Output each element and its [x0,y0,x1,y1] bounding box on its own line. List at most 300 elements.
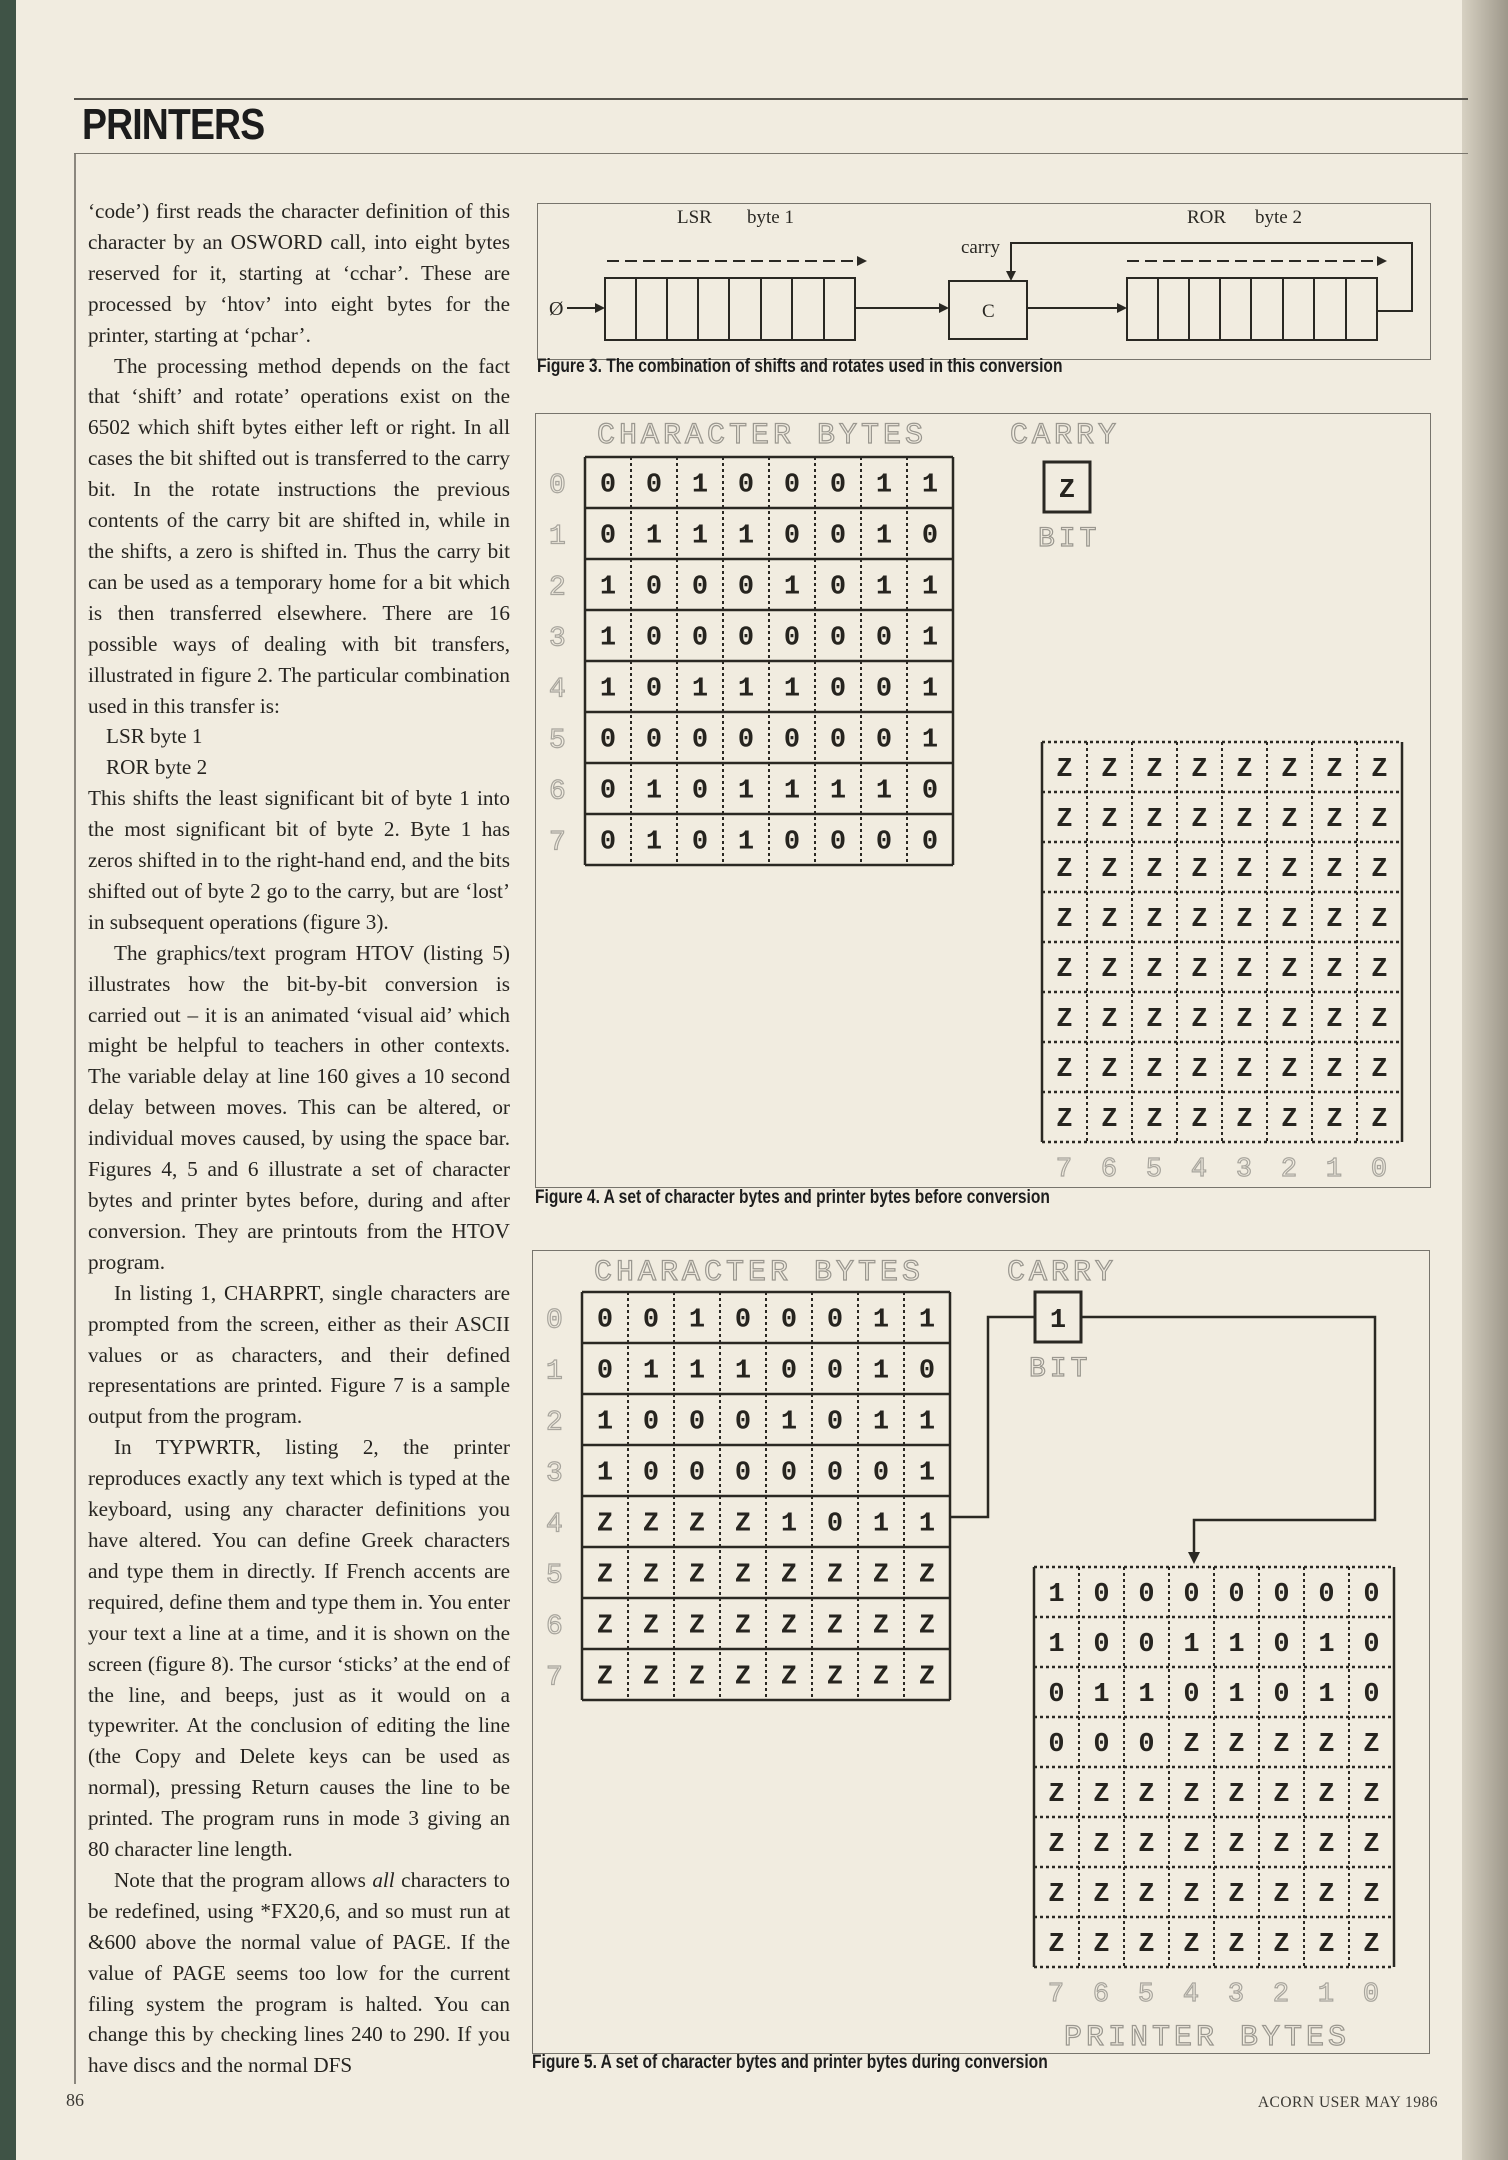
fig5-printer-cell: Z [1318,1830,1335,1860]
fig5-printer-cell: Z [1228,1830,1245,1860]
fig5-printer-cell: Z [1318,1730,1335,1760]
fig5-printer-cell: Z [1228,1930,1245,1960]
fig4-printer-cell: Z [1146,1055,1163,1085]
fig4-carry-title: CARRY [1010,419,1121,453]
fig5-char-cell: Z [688,1662,706,1693]
fig5-col-label: 0 [1362,1980,1380,2010]
fig4-printer-cell: Z [1326,1055,1343,1085]
fig5-char-cell: 1 [918,1458,936,1489]
fig4-row-label: 5 [549,725,566,757]
fig5-char-cell: Z [826,1560,844,1591]
fig4-char-cell: 0 [829,674,847,705]
fig5-row-label: 7 [546,1662,563,1694]
fig5-printer-cell: Z [1138,1880,1155,1910]
fig4-printer-cell: Z [1281,805,1298,835]
fig4-char-cell: 0 [599,827,617,858]
fig5-printer-cell: Z [1048,1830,1065,1860]
fig5-printer-cell: 1 [1228,1680,1245,1710]
fig4-col-label: 1 [1325,1155,1343,1185]
fig5-printer-cell: Z [1183,1780,1200,1810]
fig4-printer-cell: Z [1056,1055,1073,1085]
fig5-char-cell: 1 [872,1509,890,1540]
fig5-printer-cell: 0 [1363,1680,1380,1710]
fig4-char-cell: 0 [737,572,755,603]
fig5-printer-cell: Z [1318,1780,1335,1810]
fig4-bit-label: BIT [1038,524,1101,555]
fig4-char-cell: 0 [737,725,755,756]
fig5-row-label: 6 [546,1611,563,1643]
fig4-row-label: 1 [549,521,566,553]
fig4-char-cell: 0 [691,725,709,756]
fig4-row-label: 2 [549,572,566,604]
figure3-zero-in: Ø [549,298,564,320]
fig5-char-cell: Z [734,1560,752,1591]
fig5-printer-cell: Z [1363,1830,1380,1860]
body-paragraph: ‘code’) first reads the character definition of this character by an OSWORD call, into eight bytes reserved for it, starting at ‘cchar’. These are processed by ‘htov’ into eight bytes for the printer, starting at ‘pchar’. [88,199,510,347]
fig4-char-cell: 0 [599,725,617,756]
fig5-printer-cell: Z [1228,1780,1245,1810]
fig4-char-cell: 1 [691,674,709,705]
figure5-diagram [532,1250,1432,2050]
fig4-char-cell: 0 [875,725,893,756]
fig5-char-cell: 1 [918,1305,936,1336]
fig4-printer-cell: Z [1101,755,1118,785]
fig5-char-cell: Z [734,1509,752,1540]
fig5-printer-title: PRINTER BYTES [1064,2021,1351,2050]
fig5-char-cell: 0 [596,1356,614,1387]
fig5-char-cell: Z [734,1662,752,1693]
fig4-char-cell: 0 [921,521,939,552]
fig4-printer-cell: Z [1146,1005,1163,1035]
fig5-printer-cell: Z [1093,1880,1110,1910]
fig4-char-cell: 1 [783,572,801,603]
fig5-printer-cell: 1 [1048,1630,1065,1660]
fig5-printer-cell: Z [1183,1880,1200,1910]
fig5-printer-cell: 0 [1273,1630,1290,1660]
fig5-char-cell: 0 [826,1509,844,1540]
fig5-printer-cell: Z [1228,1730,1245,1760]
fig4-printer-cell: Z [1281,905,1298,935]
fig5-printer-cell: 1 [1048,1580,1065,1610]
fig4-char-cell: 0 [921,776,939,807]
fig4-char-cell: 1 [875,776,893,807]
fig4-char-cell: 0 [645,623,663,654]
header-rule [74,98,1468,100]
fig4-carry-value: Z [1058,476,1076,506]
fig4-row-label: 7 [549,827,566,859]
page-number: 86 [66,2090,84,2110]
fig5-char-cell: Z [688,1560,706,1591]
fig4-char-cell: 1 [599,572,617,603]
fig4-printer-cell: Z [1371,855,1388,885]
fig5-printer-cell: Z [1228,1880,1245,1910]
fig5-printer-cell: Z [1048,1780,1065,1810]
fig5-printer-cell: 0 [1363,1580,1380,1610]
fig5-col-label: 3 [1227,1980,1245,2010]
fig4-printer-cell: Z [1281,1005,1298,1035]
fig4-char-cell: 1 [599,674,617,705]
fig4-printer-cell: Z [1101,955,1118,985]
fig4-printer-cell: Z [1191,755,1208,785]
fig5-printer-cell: 1 [1093,1680,1110,1710]
fig4-char-cell: 0 [921,827,939,858]
fig4-col-label: 6 [1100,1155,1118,1185]
fig4-char-cell: 0 [829,623,847,654]
fig5-char-cell: Z [918,1560,936,1591]
fig4-col-label: 0 [1370,1155,1388,1185]
fig4-char-cell: 0 [691,776,709,807]
fig5-row-label: 2 [546,1407,563,1439]
fig5-char-cell: Z [826,1611,844,1642]
fig5-printer-cell: 1 [1138,1680,1155,1710]
fig5-char-cell: 0 [780,1305,798,1336]
fig4-printer-cell: Z [1191,1005,1208,1035]
fig4-col-label: 4 [1190,1155,1208,1185]
fig4-printer-cell: Z [1056,905,1073,935]
fig4-printer-cell: Z [1281,755,1298,785]
fig5-char-cell: 0 [826,1305,844,1336]
fig4-char-cell: 0 [783,521,801,552]
fig4-char-cell: 0 [645,674,663,705]
fig5-printer-cell: 0 [1273,1580,1290,1610]
fig5-char-cell: 1 [642,1356,660,1387]
fig5-printer-cell: Z [1363,1880,1380,1910]
fig5-char-cell: 0 [826,1458,844,1489]
fig4-char-cell: 0 [599,521,617,552]
fig5-char-cell: 0 [918,1356,936,1387]
fig4-char-cell: 0 [783,623,801,654]
fig5-printer-cell: Z [1318,1880,1335,1910]
fig4-printer-cell: Z [1236,755,1253,785]
fig5-char-cell: 0 [642,1407,660,1438]
fig5-char-cell: Z [734,1611,752,1642]
figure3-byte1-label: byte 1 [747,207,794,228]
fig5-col-label: 6 [1092,1980,1110,2010]
fig4-printer-cell: Z [1101,1105,1118,1135]
fig4-printer-cell: Z [1056,1105,1073,1135]
fig4-char-cell: 0 [645,572,663,603]
fig4-printer-cell: Z [1326,805,1343,835]
fig4-char-cell: 0 [737,470,755,501]
fig5-char-cell: Z [642,1662,660,1693]
body-paragraph: In listing 1, CHARPRT, single characters are prompted from the screen, either as their ASCII values or as characters, and their defined representations are printed. Figure 7 is a sample output from the program. [88,1280,510,1429]
fig4-char-cell: 1 [921,674,939,705]
fig5-col-label: 7 [1047,1980,1065,2010]
fig4-printer-cell: Z [1191,805,1208,835]
fig5-printer-cell: Z [1093,1930,1110,1960]
fig5-char-cell: 1 [918,1407,936,1438]
fig4-printer-cell: Z [1281,955,1298,985]
fig4-printer-cell: Z [1236,955,1253,985]
fig5-char-cell: 1 [872,1305,890,1336]
fig4-char-cell: 1 [737,521,755,552]
fig5-printer-cell: Z [1273,1730,1290,1760]
fig4-printer-cell: Z [1101,1005,1118,1035]
fig4-char-cell: 0 [875,674,893,705]
fig5-printer-cell: Z [1273,1930,1290,1960]
fig4-printer-cell: Z [1056,855,1073,885]
fig5-char-cell: 0 [780,1356,798,1387]
fig4-printer-cell: Z [1191,1055,1208,1085]
fig5-printer-cell: 0 [1138,1730,1155,1760]
publication-footer: ACORN USER MAY 1986 [1257,2094,1438,2111]
fig4-printer-cell: Z [1281,1055,1298,1085]
body-paragraph: Note that the program allows all characters to be redefined, using *FX20,6, and so must run at &600 above the normal value of PAGE. If the value of PAGE seems too low for the current filing system the program is halted. You can change this by checking lines 240 to 290. If you have discs and the normal DFS [88,1867,510,2078]
figure4-caption: Figure 4. A set of character bytes and printer bytes before conversion [535,1187,1050,1208]
body-paragraph: In TYPWRTR, listing 2, the printer reproduces exactly any text which is typed at the keyboard, using any character definitions you have altered. You can define Greek characters and type them in directly. If French accents are required, define them and type them in. You enter your text a line at a time, and it is shown on the screen (figure 8). The cursor ‘sticks’ at the end of the line, and beeps, just as it would on a typewriter. At the conclusion of editing the line (the Copy and Delete keys can be used as normal), pressing Return causes the line to be printed. The program runs in mode 3 giving an 80 character line length. [88,1435,510,1862]
fig4-printer-cell: Z [1371,905,1388,935]
fig4-printer-cell: Z [1371,805,1388,835]
fig4-printer-cell: Z [1191,955,1208,985]
fig5-char-cell: Z [642,1509,660,1540]
column-rule [74,154,76,2084]
fig5-char-cell: Z [642,1560,660,1591]
fig4-printer-cell: Z [1281,1105,1298,1135]
fig5-printer-cell: Z [1093,1780,1110,1810]
fig4-char-cell: 0 [829,470,847,501]
fig5-printer-cell: 0 [1363,1630,1380,1660]
fig5-col-label: 4 [1182,1980,1200,2010]
fig5-printer-cell: 0 [1093,1730,1110,1760]
fig4-printer-cell: Z [1326,955,1343,985]
body-paragraph: The graphics/text program HTOV (listing 5) illustrates how the bit-by-bit conversion is carried out – it is an animated ‘visual aid’ which might be helpful to teachers in other contexts. The variable delay at line 160 gives a 10 second delay between moves. This can be altered, or individual moves caused, by using the space bar. Figures 4, 5 and 6 illustrate a set of character bytes and printer bytes before, during and after conversion. They are printouts from the HTOV program. [88,940,510,1274]
figure3-caption: Figure 3. The combination of shifts and rotates used in this conversion [537,356,1063,377]
fig5-printer-cell: Z [1138,1930,1155,1960]
fig5-char-cell: Z [918,1611,936,1642]
figure4-diagram [535,413,1435,1193]
body-paragraph: The processing method depends on the fact that ‘shift’ and rotate’ operations exist on the 6502 which shift bytes either left or right. In all cases the bit shifted out is transferred to the carry bit. In the rotate instructions the previous contents of the carry bit are shifted in, while in the shifts, a zero is shifted in. Thus the carry bit can be used as a temporary home for a bit which is then transferred elsewhere. There are 16 possible ways of dealing with bit transfers, illustrated in figure 2. The particular combination used in this transfer is: [88,353,510,718]
fig5-char-cell: 0 [596,1305,614,1336]
fig4-col-label: 2 [1280,1155,1298,1185]
figure3-diagram [537,203,1437,363]
fig4-char-cell: 1 [783,776,801,807]
fig4-col-label: 7 [1055,1155,1073,1185]
header-underline [74,153,1468,154]
fig4-char-cell: 1 [737,674,755,705]
fig5-char-cell: 0 [734,1407,752,1438]
fig5-row-label: 0 [546,1305,563,1337]
fig4-printer-cell: Z [1236,805,1253,835]
fig4-row-label: 6 [549,776,566,808]
fig5-char-cell: 1 [734,1356,752,1387]
fig4-char-cell: 1 [645,521,663,552]
fig5-carry-in-line [950,1317,1035,1517]
fig5-printer-cell: Z [1183,1830,1200,1860]
fig4-char-cell: 1 [691,521,709,552]
fig4-printer-cell: Z [1371,1005,1388,1035]
fig4-printer-cell: Z [1326,855,1343,885]
fig4-char-cell: 1 [645,776,663,807]
fig4-char-cell: 1 [737,776,755,807]
figure3-byte2-label: byte 2 [1255,207,1302,228]
fig5-char-cell: 1 [872,1356,890,1387]
fig5-printer-cell: Z [1138,1780,1155,1810]
fig4-char-cell: 0 [783,725,801,756]
fig5-printer-cell: 1 [1183,1630,1200,1660]
fig4-printer-cell: Z [1371,1055,1388,1085]
fig4-char-cell: 0 [829,827,847,858]
fig4-char-cell: 1 [921,470,939,501]
fig4-char-cell: 1 [875,470,893,501]
fig5-row-label: 4 [546,1509,563,1541]
section-title: PRINTERS [82,100,265,149]
fig4-char-cell: 0 [691,572,709,603]
fig5-char-cell: 0 [872,1458,890,1489]
fig5-char-cell: 0 [642,1458,660,1489]
fig5-printer-cell: Z [1183,1730,1200,1760]
fig4-printer-cell: Z [1371,1105,1388,1135]
fig5-printer-cell: 1 [1318,1680,1335,1710]
fig5-char-cell: 1 [596,1407,614,1438]
fig4-row-label: 4 [549,674,566,706]
fig4-char-cell: 0 [829,521,847,552]
fig4-printer-cell: Z [1281,855,1298,885]
fig5-char-cell: Z [780,1662,798,1693]
fig4-printer-cell: Z [1326,1005,1343,1035]
fig5-char-cell: Z [596,1560,614,1591]
fig5-printer-cell: 0 [1093,1580,1110,1610]
body-paragraph: This shifts the least significant bit of byte 1 into the most significant bit of byte 2. Byte 1 has zeros shifted in to the right-hand end, and the bits shifted out of byte 2 go to the carry, but are ‘lost’ in subsequent operations (figure 3). [88,786,510,934]
fig5-char-cell: 0 [688,1407,706,1438]
fig5-printer-cell: Z [1273,1880,1290,1910]
fig5-char-cell: Z [872,1662,890,1693]
fig4-printer-cell: Z [1236,1055,1253,1085]
fig4-char-cell: 0 [829,725,847,756]
fig5-char-cell: Z [596,1509,614,1540]
fig4-printer-cell: Z [1236,855,1253,885]
fig4-printer-cell: Z [1146,905,1163,935]
fig5-printer-cell: 1 [1228,1630,1245,1660]
fig5-carry-out-line [1081,1317,1375,1560]
fig4-printer-cell: Z [1326,1105,1343,1135]
fig5-char-cell: Z [918,1662,936,1693]
fig4-printer-cell: Z [1326,905,1343,935]
fig5-printer-cell: Z [1273,1830,1290,1860]
fig4-printer-cell: Z [1146,955,1163,985]
fig5-printer-cell: 0 [1183,1580,1200,1610]
fig5-printer-cell: 0 [1318,1580,1335,1610]
figure3-lsr-label: LSR [677,207,712,228]
fig5-char-cell: Z [688,1509,706,1540]
fig4-printer-cell: Z [1191,855,1208,885]
fig5-char-cell: Z [688,1611,706,1642]
fig5-printer-cell: 0 [1093,1630,1110,1660]
fig4-char-cell: 0 [875,827,893,858]
fig4-printer-cell: Z [1056,1005,1073,1035]
fig5-arrow-head [1188,1552,1200,1564]
fig4-printer-cell: Z [1146,755,1163,785]
fig5-char-cell: 1 [688,1356,706,1387]
fig5-bit-label: BIT [1029,1354,1092,1385]
fig5-printer-cell: Z [1138,1830,1155,1860]
fig5-row-label: 1 [546,1356,563,1388]
fig5-printer-cell: Z [1363,1930,1380,1960]
fig5-col-label: 5 [1137,1980,1155,2010]
fig5-col-label: 1 [1317,1980,1335,2010]
fig4-char-cell: 1 [921,725,939,756]
fig4-char-cell: 1 [875,521,893,552]
fig4-char-cell: 0 [645,725,663,756]
fig4-char-cell: 0 [645,470,663,501]
fig5-printer-cell: 0 [1273,1680,1290,1710]
fig4-printer-cell: Z [1191,905,1208,935]
fig4-char-cell: 0 [599,776,617,807]
fig4-row-label: 0 [549,470,566,502]
fig4-printer-cell: Z [1236,1105,1253,1135]
fig4-printer-cell: Z [1191,1105,1208,1135]
fig4-row-label: 3 [549,623,566,655]
fig5-char-cell: 1 [688,1305,706,1336]
fig4-char-cell: 0 [829,572,847,603]
fig5-printer-cell: 0 [1048,1680,1065,1710]
fig5-char-cell: Z [826,1662,844,1693]
article-body [88,196,510,2081]
fig5-printer-cell: Z [1048,1930,1065,1960]
fig5-printer-cell: Z [1183,1930,1200,1960]
fig4-printer-cell: Z [1056,805,1073,835]
fig5-printer-cell: 0 [1138,1580,1155,1610]
body-paragraph: LSR byte 1 [106,724,203,749]
body-paragraph: ROR byte 2 [106,755,208,780]
fig5-printer-cell: 1 [1318,1630,1335,1660]
fig4-char-cell: 1 [921,623,939,654]
fig5-char-cell: Z [642,1611,660,1642]
fig5-char-cell: Z [596,1611,614,1642]
fig5-char-cell: Z [780,1611,798,1642]
fig4-char-cell: 1 [921,572,939,603]
fig5-printer-cell: Z [1048,1880,1065,1910]
fig5-char-cell: 1 [596,1458,614,1489]
fig4-char-cell: 1 [875,572,893,603]
fig5-printer-cell: 0 [1138,1630,1155,1660]
fig5-char-cell: 0 [642,1305,660,1336]
fig4-printer-cell: Z [1146,805,1163,835]
fig4-printer-cell: Z [1371,755,1388,785]
fig4-char-cell: 0 [691,827,709,858]
fig5-char-cell: 1 [918,1509,936,1540]
fig5-printer-cell: Z [1363,1730,1380,1760]
fig4-char-cell: 1 [737,827,755,858]
fig4-char-cell: 0 [691,623,709,654]
fig4-printer-cell: Z [1101,1055,1118,1085]
fig4-char-cell: 1 [829,776,847,807]
fig5-printer-cell: Z [1273,1780,1290,1810]
fig4-char-cell: 1 [645,827,663,858]
fig5-char-cell: 0 [826,1356,844,1387]
fig4-printer-cell: Z [1236,905,1253,935]
fig4-printer-cell: Z [1101,905,1118,935]
fig5-printer-cell: 0 [1228,1580,1245,1610]
fig5-printer-cell: Z [1318,1930,1335,1960]
fig4-printer-cell: Z [1146,1105,1163,1135]
fig4-printer-cell: Z [1236,1005,1253,1035]
fig4-printer-cell: Z [1056,955,1073,985]
fig4-char-cell: 1 [783,674,801,705]
fig4-printer-cell: Z [1101,855,1118,885]
fig5-char-cell: Z [780,1560,798,1591]
fig5-char-cell: 1 [780,1509,798,1540]
page-binding-edge [0,0,16,2160]
fig4-printer-cell: Z [1326,755,1343,785]
fig4-col-label: 3 [1235,1155,1253,1185]
fig5-carry-value: 1 [1049,1306,1067,1336]
fig5-row-label: 5 [546,1560,563,1592]
fig4-printer-cell: Z [1371,955,1388,985]
fig5-printer-cell: Z [1363,1780,1380,1810]
fig4-printer-cell: Z [1146,855,1163,885]
fig4-char-cell: 1 [691,470,709,501]
fig4-char-cell: 0 [875,623,893,654]
